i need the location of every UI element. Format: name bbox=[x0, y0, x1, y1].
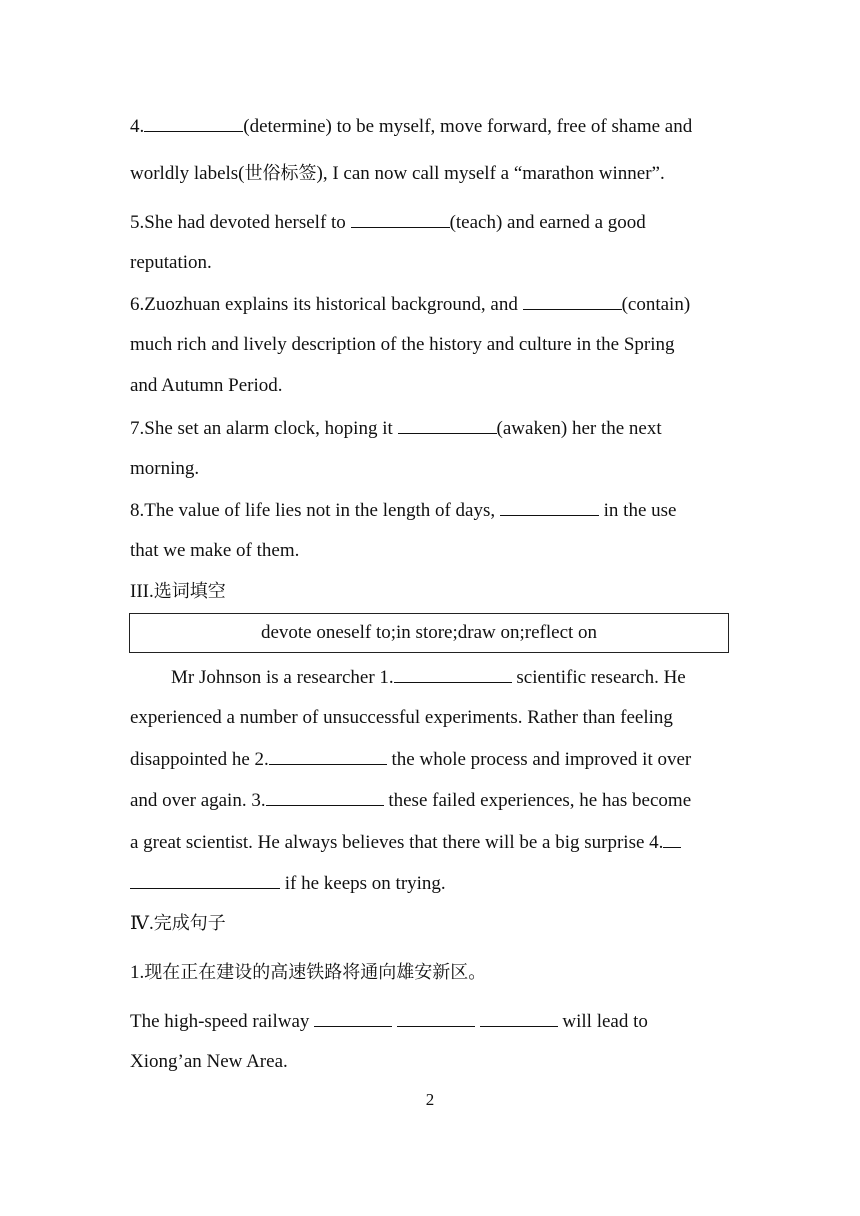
passage-line1: Mr Johnson is a researcher 1. scientific research. He bbox=[171, 667, 686, 688]
q7-line1: 7.She set an alarm clock, hoping it (awaken) her the next bbox=[130, 418, 662, 439]
passage-line4: and over again. 3. these failed experiences, he has become bbox=[130, 790, 692, 811]
s1-english-line1: The high-speed railway will lead to bbox=[130, 1011, 648, 1032]
answer-blank[interactable] bbox=[523, 292, 622, 310]
answer-blank[interactable] bbox=[266, 788, 384, 806]
answer-blank[interactable] bbox=[397, 1009, 475, 1027]
page-number: 2 bbox=[425, 1090, 435, 1109]
answer-blank[interactable] bbox=[663, 830, 681, 848]
word-box bbox=[129, 613, 729, 653]
answer-blank[interactable] bbox=[500, 498, 599, 516]
q4-line2: worldly labels(世俗标签), I can now call myself a “marathon winner”. bbox=[130, 163, 665, 184]
q5-line1: 5.She had devoted herself to (teach) and earned a good bbox=[130, 212, 646, 233]
q4-line1: 4. (determine) to be myself, move forward, free of shame and bbox=[130, 116, 693, 137]
passage-line3: disappointed he 2. the whole process and improved it over bbox=[130, 749, 692, 770]
passage-line6: if he keeps on trying. bbox=[130, 871, 446, 896]
answer-blank[interactable] bbox=[269, 747, 387, 765]
answer-blank[interactable] bbox=[144, 114, 243, 132]
s1-chinese: 1.现在正在建设的高速铁路将通向雄安新区。 bbox=[130, 962, 487, 983]
q6-line3: and Autumn Period. bbox=[130, 375, 283, 396]
q7-line2: morning. bbox=[130, 458, 200, 479]
q6-line2: much rich and lively description of the history and culture in the Spring bbox=[130, 334, 675, 355]
s1-english-line2: Xiong’an New Area. bbox=[130, 1051, 288, 1072]
q8-line1: 8.The value of life lies not in the length of days, in the use bbox=[130, 500, 677, 521]
answer-blank-continued[interactable] bbox=[130, 871, 280, 889]
answer-blank[interactable] bbox=[394, 665, 512, 683]
passage-line5: a great scientist. He always believes that there will be a big surprise 4. bbox=[130, 830, 681, 855]
q8-line2: that we make of them. bbox=[130, 540, 300, 561]
answer-blank[interactable] bbox=[351, 210, 450, 228]
answer-blank[interactable] bbox=[314, 1009, 392, 1027]
answer-blank[interactable] bbox=[480, 1009, 558, 1027]
q6-line1: 6.Zuozhuan explains its historical background, and (contain) bbox=[130, 294, 691, 315]
passage-line2: experienced a number of unsuccessful experiments. Rather than feeling bbox=[130, 707, 673, 728]
q5-line2: reputation. bbox=[130, 252, 212, 273]
word-box-text: devote oneself to;in store;draw on;reflect on bbox=[260, 622, 598, 643]
answer-blank[interactable] bbox=[398, 416, 497, 434]
section-heading-3: III.选词填空 bbox=[130, 581, 226, 602]
section-heading-4: Ⅳ.完成句子 bbox=[130, 913, 226, 934]
